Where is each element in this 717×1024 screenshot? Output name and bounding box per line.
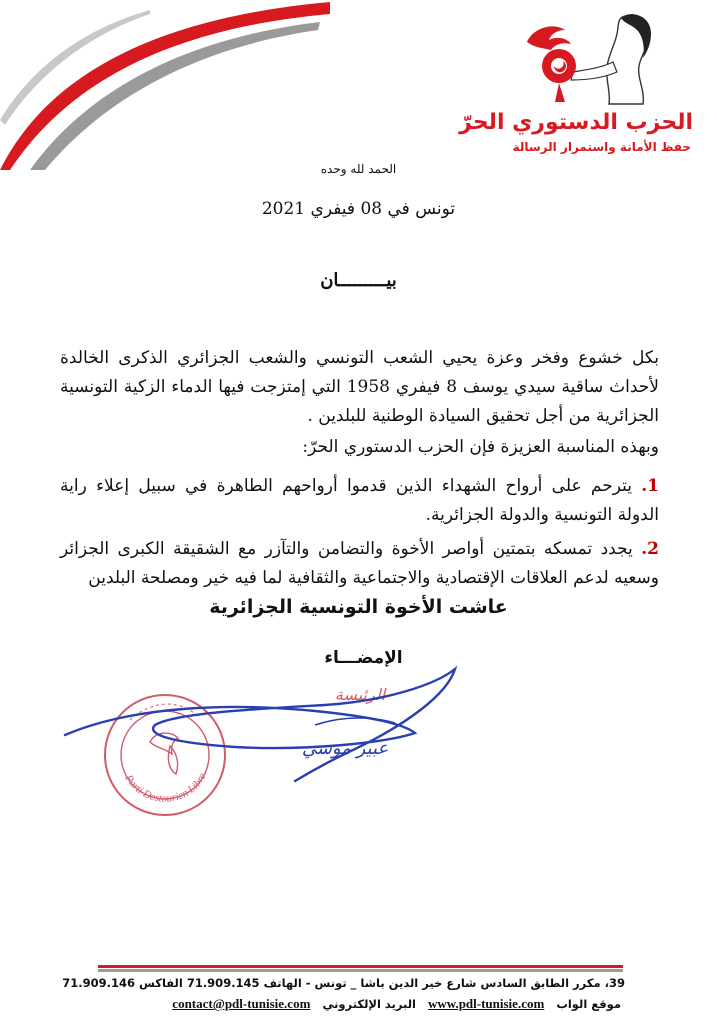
party-logo bbox=[459, 8, 699, 158]
statement-title: بيـــــــــان bbox=[320, 270, 397, 291]
party-slogan: حفظ الأمانة واستمرار الرسالة bbox=[512, 140, 691, 154]
party-name: الحزب الدستوري الحرّ bbox=[459, 110, 693, 135]
email-label: البريد الإلكتروني bbox=[322, 997, 416, 1011]
header-swoosh bbox=[0, 0, 330, 170]
stamp-text: Parti Destourien Libre bbox=[122, 771, 209, 805]
signatory-name: عبير موسي bbox=[301, 738, 389, 759]
footer-address: 39، مكرر الطابق السادس شارع خير الدين باشا _ تونس - الهاتف 71.909.145 الفاكس 71.909.146 bbox=[62, 976, 625, 990]
lead-paragraph: وبهذه المناسبة العزيزة فإن الحزب الدستوري الحرّ: bbox=[302, 437, 659, 457]
item-text: يجدد تمسكه بتمتين أواصر الأخوة والتضامن والتآزر مع الشقيقة الكبرى الجزائر وسعيه لدعم العلاقات الإقتصادية والاجتماعية والثقافية لما فيه خير ومصلحة البلدين bbox=[60, 539, 659, 588]
footer-contact bbox=[168, 996, 625, 1012]
item-number: 1. bbox=[641, 476, 660, 496]
dateline: تونس في 08 فيفري 2021 bbox=[261, 199, 456, 219]
item-text: يترحم على أرواح الشهداء الذين قدموا أرواحهم الطاهرة في سبيل إعلاء راية الدولة التونسية والدولة الجزائرية. bbox=[60, 476, 659, 525]
footer-bar bbox=[98, 965, 623, 973]
basmala: الحمد لله وحده bbox=[320, 162, 397, 176]
handwritten-signature bbox=[55, 665, 505, 785]
signature-label: الإمضـــاء bbox=[324, 648, 403, 668]
item-number: 2. bbox=[641, 539, 660, 559]
website-label: موقع الواب bbox=[556, 997, 621, 1011]
party-emblem-icon bbox=[513, 8, 663, 108]
intro-paragraph: بكل خشوع وفخر وعزة يحيي الشعب التونسي والشعب الجزائري الذكرى الخالدة لأحداث ساقية سيدي يوسف 8 فيفري 1958 التي إمتزجت فيها الدماء الزكية التونسية الجزائرية من أجل تحقيق السيادة الوطنية للبلدين . bbox=[60, 348, 659, 426]
website-link[interactable]: www.pdl-tunisie.com bbox=[428, 996, 545, 1011]
closing-slogan: عاشت الأخوة التونسية الجزائرية bbox=[209, 596, 508, 618]
email-link[interactable]: contact@pdl-tunisie.com bbox=[172, 996, 311, 1011]
list-item bbox=[60, 535, 659, 593]
list-item bbox=[60, 472, 659, 530]
signatory-title: الرئيسة bbox=[334, 685, 386, 704]
